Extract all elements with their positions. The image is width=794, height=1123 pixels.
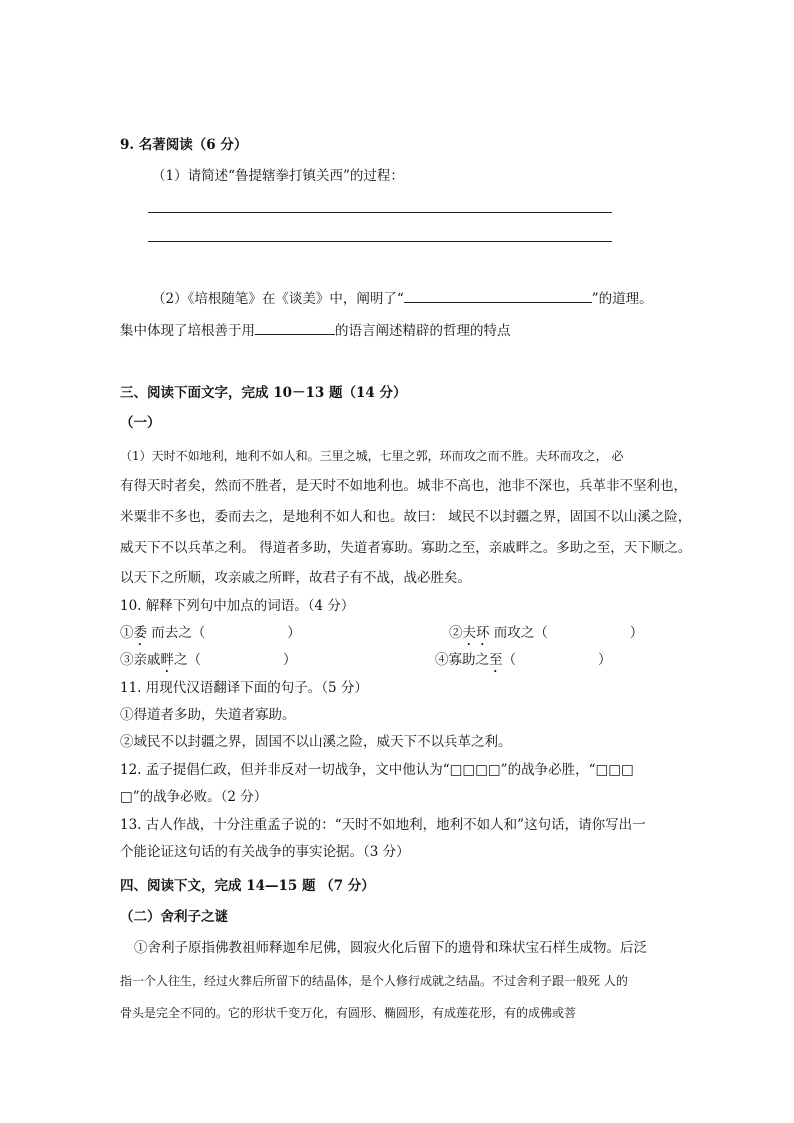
q9-sub2-line2 [120,320,511,341]
passage-line-3: 米粟非不多也，委而去之，是地利不如人和也。故曰： 域民不以封疆之界，固国不以山溪之险， [120,509,692,525]
q10-item-1-pre: ① [120,625,134,641]
q10-item-3-word: 畔 [160,652,174,668]
q13-line-2: 个能论证这句话的有关战争的事实论据。（3 分） [120,844,410,860]
section4-title: 四、阅读下文，完成 14—15 题 （7 分） [120,878,375,894]
q10-item-3 [120,650,297,676]
q9-blank-language[interactable] [255,320,335,335]
q9-title: 9. 名著阅读（6 分） [120,137,248,153]
section4-para-3: 骨头是完全不同的。它的形状千变万化，有圆形、椭圆形，有成莲花形，有的成佛或菩 [120,1006,577,1020]
section4-subtitle: （二）舍利子之谜 [120,909,228,925]
answer-line-1[interactable] [148,212,612,213]
passage-line-5: 以天下之所顺，攻亲戚之所畔，故君子有不战，战必胜矣。 [120,570,471,586]
q11-sentence-2: ②域民不以封疆之界，固国不以山溪之险，威天下不以兵革之利。 [120,734,512,750]
q9-sub2-line [152,288,653,309]
q10-item-3-post: 之（ [174,652,201,668]
answer-line-2[interactable] [148,241,612,242]
q9-sub2-suffix: ”的道理。 [591,291,653,307]
q10-item-1-close: ） [287,625,301,641]
q10-item-4-post: （ [502,652,516,668]
q10-item-4-close: ） [598,652,612,668]
passage-line-2: 有得天时者矣，然而不胜者，是天时不如地利也。城非不高也，池非不深也，兵革非不坚利也， [120,478,687,494]
q9-sub2-prefix: （2）《培根随笔》在《谈美》中，阐明了“ [152,291,404,307]
q11-sentence-1: ①得道者多助，失道者寡助。 [120,707,296,723]
q9-sub1: （1）请简述“鲁提辖拳打镇关西”的过程： [152,168,404,184]
section3-title: 三、阅读下面文字，完成 10－13 题（14 分） [120,385,407,401]
q10-item-4 [435,650,612,676]
q9-blank-principle[interactable] [404,288,592,303]
q10-item-4-pre: ④寡助之 [435,652,489,668]
section3-part: （一） [120,415,161,431]
q10-item-2-word: 夫环 [462,625,490,641]
q12-line-2: □”的战争必败。（2 分） [120,789,268,805]
q10-item-2-post: 而攻之（ [489,625,548,641]
q10-item-1-post: 而去之（ [147,625,206,641]
q10-item-4-word: 至 [489,652,503,668]
q13-line-1: 13. 古人作战，十分注重孟子说的：“天时不如地利，地利不如人和”这句话，请你写出一 [120,817,646,833]
q10-item-1 [120,623,301,649]
passage-line-1: （1）天时不如地利，地利不如人和。三里之城，七里之郭，环而攻之而不胜。夫环而攻之， 必 [120,449,624,463]
q10-item-1-word: 委 [133,625,147,641]
q9-sub2-c: 集中体现了培根善于用 [120,323,255,339]
q10-item-2-close: ） [629,625,644,641]
q10-item-3-pre: ③亲戚 [120,652,161,668]
q12-line-1: 12. 孟子提倡仁政，但并非反对一切战争，文中他认为“□□□□”的战争必胜，“□□□ [120,762,634,778]
q9-sub2-d: 的语言阐述精辟的哲理的特点 [335,323,511,339]
q11-title: 11. 用现代汉语翻译下面的句子。（5 分） [120,680,368,696]
q10-item-3-close: ） [283,652,297,668]
q10-item-2-pre: ② [449,625,463,641]
q10-item-2 [449,623,643,649]
passage-line-4: 威天下不以兵革之利。 得道者多助，失道者寡助。寡助之至，亲戚畔之。多助之至，天下顺之。 [120,540,692,556]
q10-title: 10. 解释下列句中加点的词语。（4 分） [120,598,355,614]
section4-para-2: 指一个人往生，经过火葬后所留下的结晶体，是个人修行成就之结晶。不过舍利子跟一般死 人的 [120,974,628,988]
section4-para-1: ①舍利子原指佛教祖师释迦牟尼佛，圆寂火化后留下的遗骨和珠状宝石样生成物。后泛 [134,940,647,956]
